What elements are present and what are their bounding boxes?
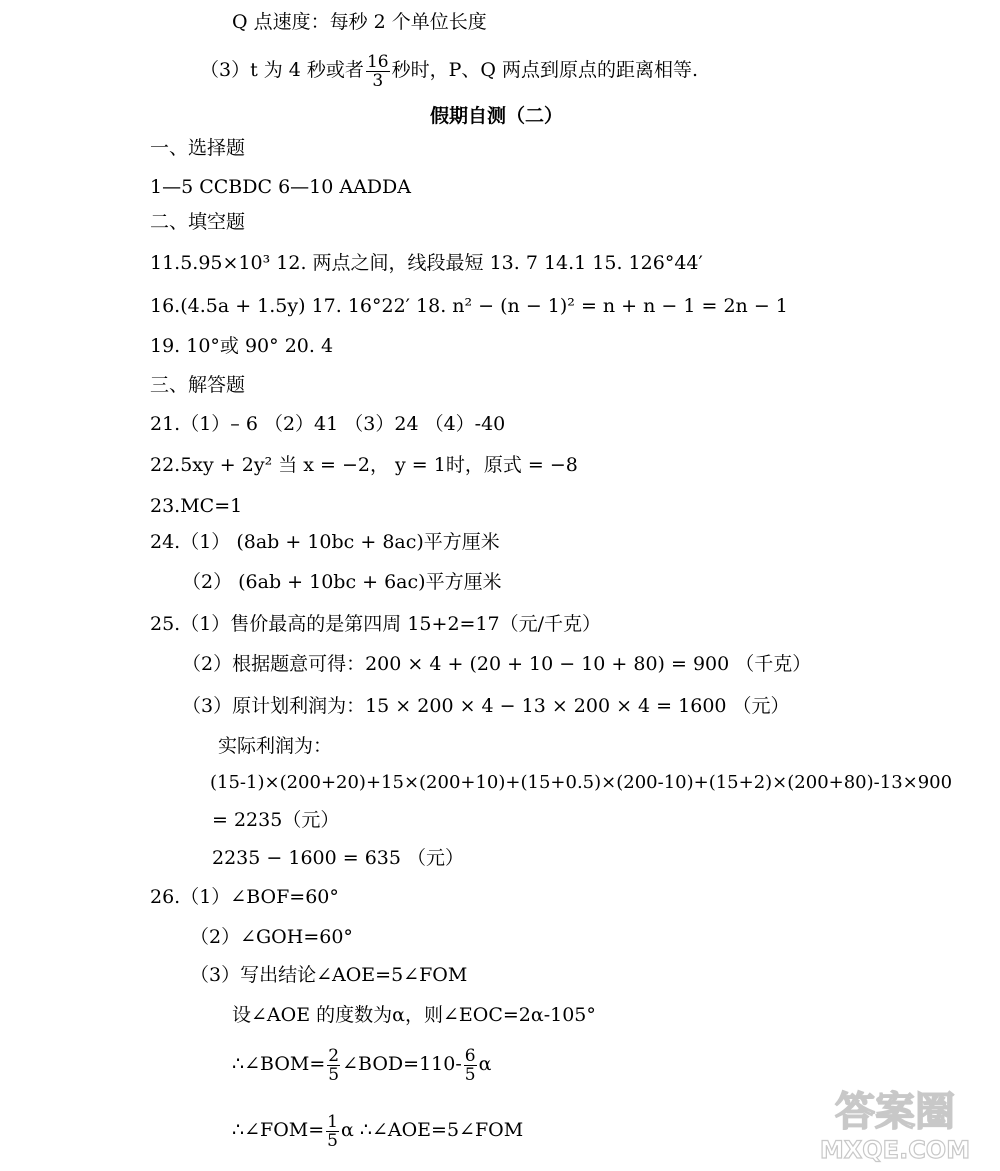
answer-26-6-suffix: α ∴∠AOE=5∠FOM — [340, 1119, 524, 1141]
answer-3-suffix: 秒时，P、Q 两点到原点的距离相等. — [391, 59, 699, 81]
mc-answers: 1—5 CCBDC 6—10 AADDA — [150, 176, 411, 198]
answer-26-5-prefix: ∴∠BOM= — [232, 1053, 326, 1075]
answer-26-5-middle: ∠BOD=110- — [342, 1053, 462, 1075]
fill-16-18: 16.(4.5a + 1.5y) 17. 16°22′ 18. n² − (n − 1)² = n + n − 1 = 2n − 1 — [150, 295, 788, 317]
answer-25-1: 25.（1）售价最高的是第四周 15+2=17（元/千克） — [150, 613, 602, 635]
answer-22: 22.5xy + 2y² 当 x = −2， y = 1时，原式 = −8 — [150, 454, 578, 476]
q-speed-line: Q 点速度：每秒 2 个单位长度 — [232, 11, 487, 33]
fraction-6-5: $\frac{6}{5}$ — [464, 1045, 476, 1085]
answer-21: 21.（1）– 6 （2）41 （3）24 （4）-40 — [150, 413, 506, 435]
answer-25-3: （3）原计划利润为：15 × 200 × 4 − 13 × 200 × 4 = 1600 （元） — [182, 695, 790, 717]
answer-26-5-suffix: α — [478, 1053, 492, 1075]
answer-26-2: （2）∠GOH=60° — [190, 926, 353, 948]
answer-25-6: = 2235（元） — [212, 809, 340, 831]
answer-26-1: 26.（1）∠BOF=60° — [150, 886, 339, 908]
fraction-1-5: $\frac{1}{5}$ — [327, 1111, 338, 1151]
answer-24-2: （2） (6ab + 10bc + 6ac)平方厘米 — [182, 571, 502, 593]
section-2-heading: 二、填空题 — [150, 211, 246, 233]
watermark-text-cn: 答案圈 — [835, 1089, 955, 1135]
fill-11-15: 11.5.95×10³ 12. 两点之间，线段最短 13. 7 14.1 15. 126°44′ — [150, 252, 703, 274]
watermark-text-en: MXQE.COM — [819, 1136, 971, 1164]
section-1-heading: 一、选择题 — [150, 137, 246, 159]
answer-26-6 — [232, 1106, 523, 1154]
page-title: 假期自测（二） — [430, 105, 564, 127]
section-3-heading: 三、解答题 — [150, 374, 246, 396]
fill-19-20: 19. 10°或 90° 20. 4 — [150, 335, 334, 357]
answer-25-7: 2235 − 1600 = 635 （元） — [212, 847, 465, 869]
fraction-16-3: $\frac{16}{3}$ — [366, 51, 389, 91]
watermark-logo — [800, 1080, 990, 1165]
answer-26-4: 设∠AOE 的度数为α，则∠EOC=2α-105° — [232, 1004, 596, 1026]
answer-26-3: （3）写出结论∠AOE=5∠FOM — [190, 964, 468, 986]
answer-3-line — [200, 50, 698, 90]
answer-26-5 — [232, 1040, 491, 1088]
answer-26-6-prefix: ∴∠FOM= — [232, 1119, 325, 1141]
answer-25-2: （2）根据题意可得：200 × 4 + (20 + 10 − 10 + 80) = 900 （千克） — [182, 653, 812, 675]
answer-25-5: (15-1)×(200+20)+15×(200+10)+(15+0.5)×(200-10)+(15+2)×(200+80)-13×900 — [210, 772, 953, 793]
answer-3-prefix: （3）t 为 4 秒或者 — [200, 59, 364, 81]
fraction-2-5: $\frac{2}{5}$ — [328, 1045, 340, 1085]
answer-23: 23.MC=1 — [150, 495, 243, 517]
answer-24-1: 24.（1） (8ab + 10bc + 8ac)平方厘米 — [150, 531, 500, 553]
answer-25-4: 实际利润为： — [218, 735, 333, 757]
